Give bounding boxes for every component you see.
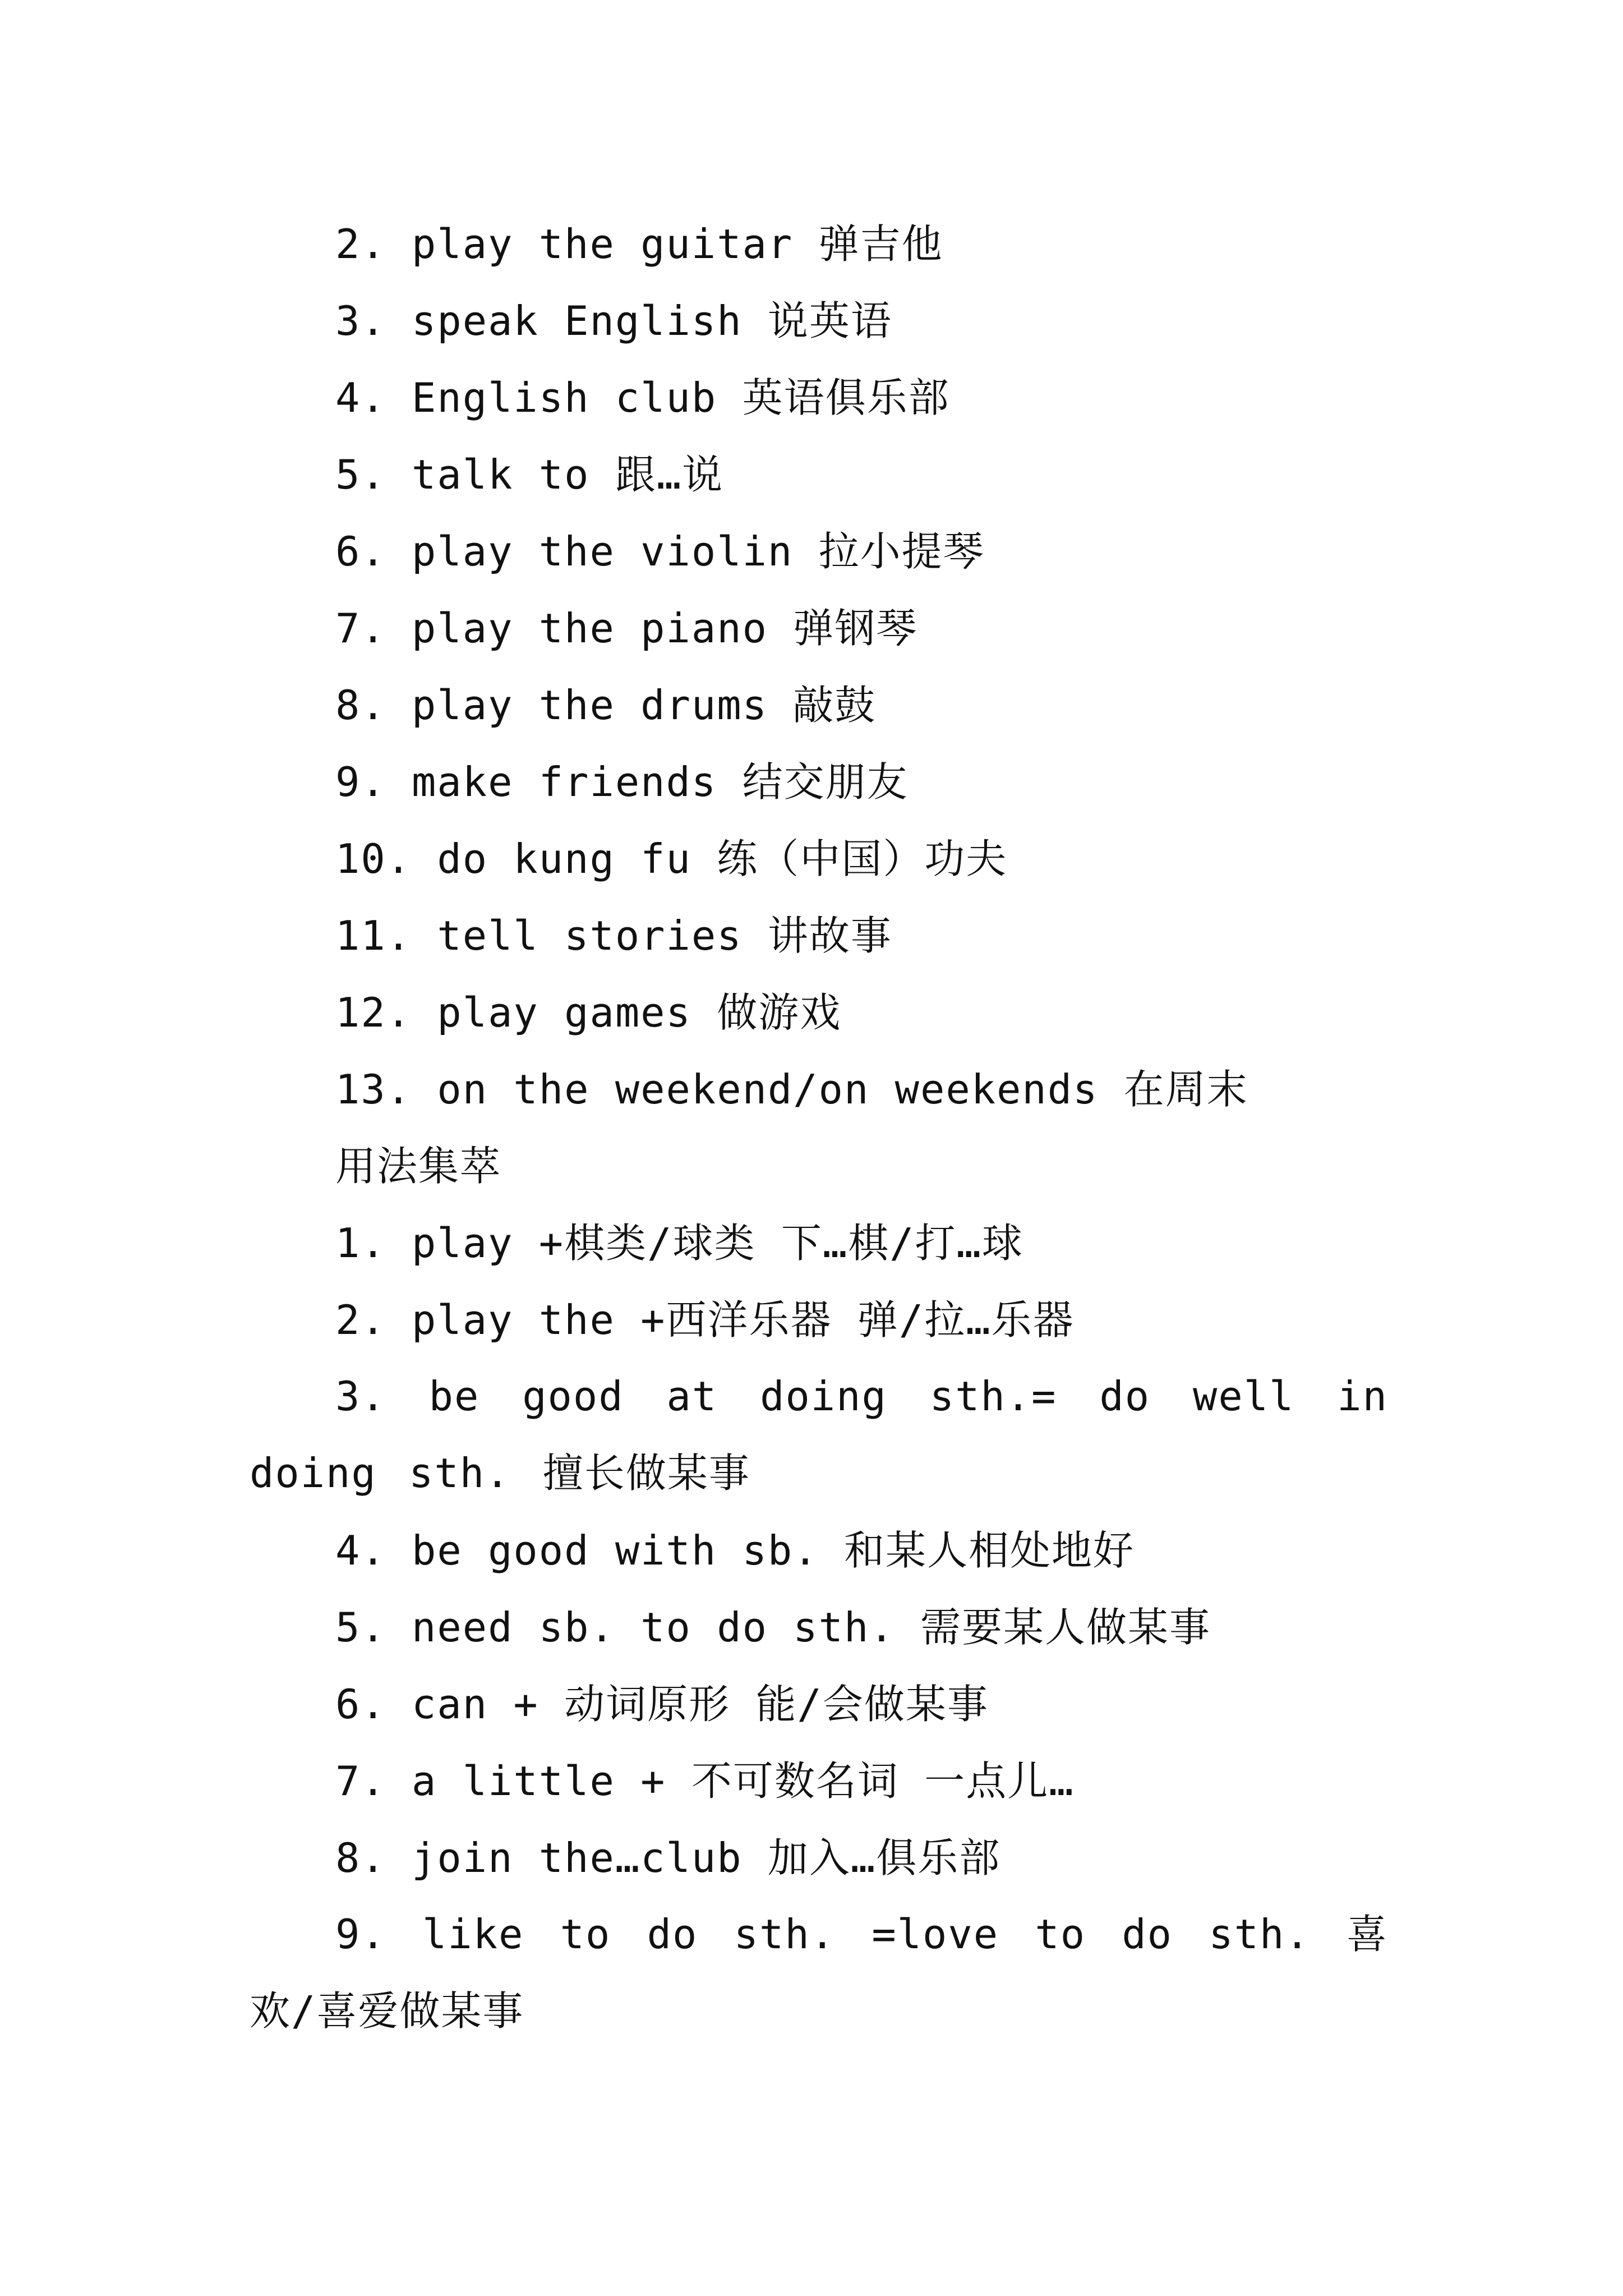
usage-line: 7. a little + 不可数名词 一点儿…	[335, 1757, 1075, 1805]
usage-line: 9. like to do sth. =love to do sth. 喜欢/喜爱做某事	[250, 1911, 1388, 2035]
phrase-line: 10. do kung fu 练（中国）功夫	[335, 835, 1008, 882]
usage-line: 1. play +棋类/球类 下…棋/打…球	[335, 1220, 1023, 1267]
usage-line: 5. need sb. to do sth. 需要某人做某事	[335, 1604, 1211, 1651]
usage-line: 3. be good at doing sth.= do well in doing sth. 擅长做某事	[250, 1373, 1388, 1497]
usage-line: 4. be good with sb. 和某人相处地好	[335, 1527, 1135, 1574]
usage-line: 8. join the…club 加入…俱乐部	[335, 1834, 1001, 1881]
phrase-line: 12. play games 做游戏	[335, 989, 842, 1036]
phrase-line: 7. play the piano 弹钢琴	[335, 605, 918, 652]
usage-line: 6. can + 动词原形 能/会做某事	[335, 1681, 989, 1728]
phrase-line: 8. play the drums 敲鼓	[335, 682, 877, 729]
usage-line: 2. play the +西洋乐器 弹/拉…乐器	[335, 1296, 1075, 1343]
phrase-line: 11. tell stories 讲故事	[335, 912, 892, 959]
phrase-line: 6. play the violin 拉小提琴	[335, 528, 985, 575]
phrase-line: 4. English club 英语俱乐部	[335, 374, 950, 421]
section-heading: 用法集萃	[335, 1143, 502, 1190]
phrase-line: 13. on the weekend/on weekends 在周末	[335, 1066, 1248, 1113]
phrase-line: 9. make friends 结交朋友	[335, 758, 909, 806]
phrase-line: 5. talk to 跟…说	[335, 451, 724, 498]
phrase-line: 3. speak English 说英语	[335, 297, 892, 344]
phrase-line: 2. play the guitar 弹吉他	[335, 220, 943, 268]
